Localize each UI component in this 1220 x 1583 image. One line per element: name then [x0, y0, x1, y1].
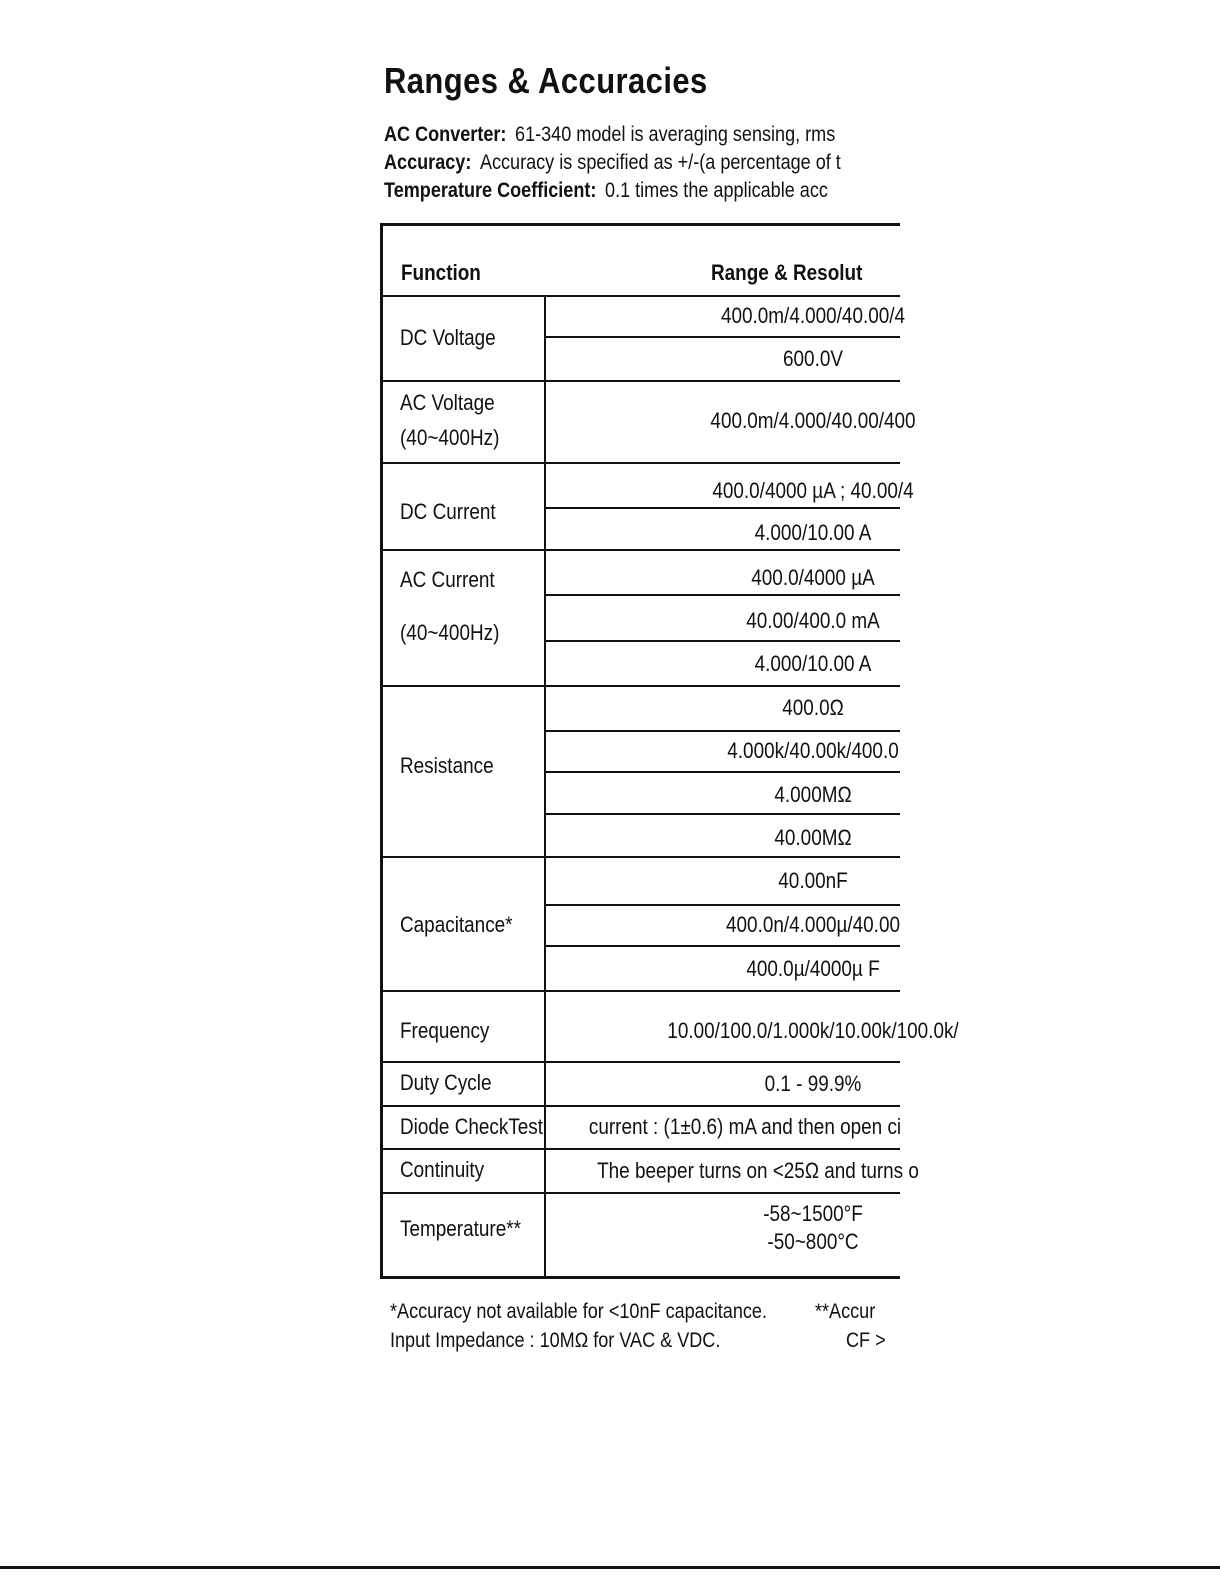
range-cell: 400.0m/4.000/40.00/4	[720, 303, 906, 328]
header-function: Function	[401, 260, 481, 285]
function-continuity: Continuity	[400, 1157, 485, 1182]
intro-text: 0.1 times the applicable acc	[605, 179, 828, 202]
function-ac-voltage: AC Voltage	[400, 390, 495, 415]
subrow-divider	[544, 945, 900, 947]
header-range-resolution: Range & Resolut	[711, 260, 863, 285]
range-cell: 4.000k/40.00k/400.0	[727, 738, 899, 763]
footnote-input-impedance: Input Impedance : 10MΩ for VAC & VDC.	[390, 1329, 721, 1352]
range-cell: 10.00/100.0/1.000k/10.00k/100.0k/	[667, 1018, 959, 1043]
range-cell: The beeper turns on <25Ω and turns o	[597, 1158, 919, 1183]
column-divider	[544, 296, 546, 1278]
row-divider	[380, 685, 900, 687]
range-cell: -50~800°C	[767, 1229, 859, 1254]
range-cell: 400.0/4000 µA ; 40.00/4	[712, 478, 914, 503]
function-capacitance: Capacitance*	[400, 912, 513, 937]
row-divider	[380, 1192, 900, 1194]
range-cell: 400.0m/4.000/40.00/400	[710, 408, 916, 433]
header-row-divider	[380, 295, 900, 297]
table-border-bottom	[380, 1276, 900, 1279]
footnote-capacitance: *Accuracy not available for <10nF capacitance.	[390, 1300, 767, 1323]
range-cell: 400.0Ω	[782, 695, 844, 720]
range-cell: 40.00MΩ	[774, 825, 852, 850]
intro-text: Accuracy is specified as +/-(a percentage of t	[479, 151, 841, 174]
row-divider	[380, 1148, 900, 1150]
bottom-rule	[0, 1566, 1220, 1569]
subrow-divider	[544, 336, 900, 338]
function-dc-current: DC Current	[400, 499, 496, 524]
intro-label: Temperature Coefficient:	[384, 179, 597, 202]
subrow-divider	[544, 813, 900, 815]
range-cell: current : (1±0.6) mA and then open ci	[588, 1114, 902, 1139]
range-cell: 600.0V	[783, 346, 843, 371]
function-dc-voltage: DC Voltage	[400, 325, 496, 350]
subrow-divider	[544, 640, 900, 642]
intro-temperature-coefficient	[384, 178, 828, 204]
row-divider	[380, 990, 900, 992]
range-cell: 400.0µ/4000µ F	[746, 956, 880, 981]
range-cell: 400.0n/4.000µ/40.00	[726, 912, 900, 937]
table-border-top	[380, 223, 900, 226]
range-cell: 4.000MΩ	[774, 782, 852, 807]
footnote-crest-factor: CF >	[846, 1329, 886, 1352]
subrow-divider	[544, 730, 900, 732]
row-divider	[380, 380, 900, 382]
range-cell: 4.000/10.00 A	[754, 651, 872, 676]
function-frequency: Frequency	[400, 1018, 490, 1043]
range-cell: -58~1500°F	[763, 1201, 863, 1226]
intro-text: 61-340 model is averaging sensing, rms	[515, 123, 836, 146]
range-cell: 4.000/10.00 A	[754, 520, 872, 545]
row-divider	[380, 856, 900, 858]
range-cell: 400.0/4000 µA	[751, 565, 875, 590]
subrow-divider	[544, 507, 900, 509]
subrow-divider	[544, 594, 900, 596]
row-divider	[380, 1105, 900, 1107]
page-title: Ranges & Accuracies	[384, 60, 708, 101]
function-ac-voltage-freq: (40~400Hz)	[400, 425, 500, 450]
function-ac-current-freq: (40~400Hz)	[400, 620, 500, 645]
range-cell: 40.00nF	[778, 868, 848, 893]
range-cell: 0.1 - 99.9%	[764, 1071, 862, 1096]
function-resistance: Resistance	[400, 753, 494, 778]
subrow-divider	[544, 771, 900, 773]
intro-accuracy	[384, 150, 841, 176]
footnote-accuracy-2: **Accur	[815, 1300, 876, 1323]
subrow-divider	[544, 904, 900, 906]
function-duty-cycle: Duty Cycle	[400, 1070, 492, 1095]
function-temperature: Temperature**	[400, 1216, 521, 1241]
row-divider	[380, 1061, 900, 1063]
range-cell: 40.00/400.0 mA	[746, 608, 880, 633]
intro-label: Accuracy:	[384, 151, 472, 174]
row-divider	[380, 462, 900, 464]
function-diode-check: Diode CheckTest	[400, 1114, 544, 1139]
row-divider	[380, 549, 900, 551]
intro-label: AC Converter:	[384, 123, 507, 146]
function-ac-current: AC Current	[400, 567, 495, 592]
intro-ac-converter	[384, 122, 835, 148]
